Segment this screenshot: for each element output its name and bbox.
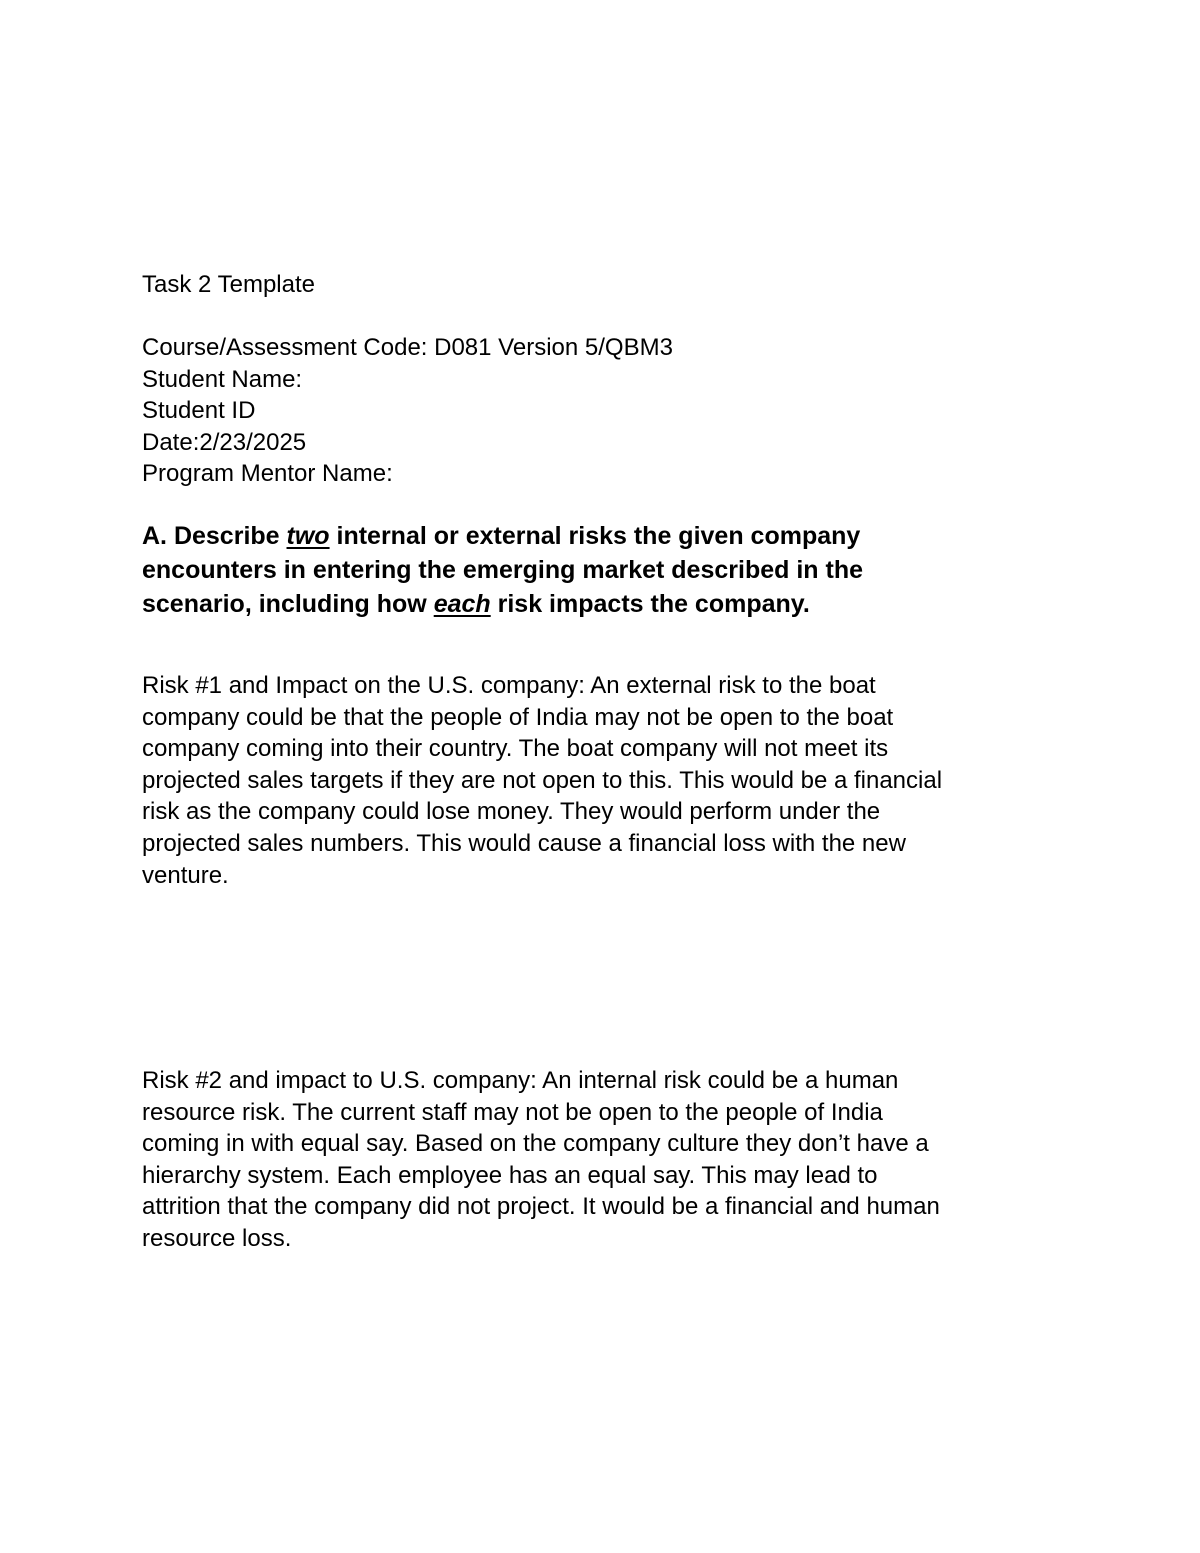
risk-2-paragraph	[142, 1065, 940, 1255]
prompt-line-2: encounters in entering the emerging market described in the	[142, 555, 863, 584]
prompt-text: A. Describe	[142, 522, 287, 550]
prompt-line-3	[142, 588, 863, 622]
title-line: Task 2 Template	[142, 271, 315, 298]
risk-2-line: coming in with equal say. Based on the company culture they don’t have a	[142, 1130, 929, 1158]
risk-2-line: resource loss.	[142, 1224, 292, 1252]
student-id: Student ID	[142, 397, 256, 425]
header-info	[142, 332, 673, 490]
prompt-emphasis-each: each	[433, 589, 491, 618]
risk-1-line: projected sales targets if they are not open to this. This would be a financial	[142, 766, 943, 794]
risk-1-paragraph	[142, 670, 942, 891]
prompt-heading	[142, 520, 863, 621]
prompt-text: risk impacts the company.	[490, 589, 810, 618]
risk-1-line: risk as the company could lose money. They would perform under the	[142, 798, 881, 826]
course-code: Course/Assessment Code: D081 Version 5/QBM3	[142, 334, 673, 361]
document-title	[142, 269, 315, 301]
risk-2-line: resource risk. The current staff may not be open to the people of India	[142, 1098, 883, 1126]
prompt-emphasis-two: two	[286, 522, 330, 550]
student-name: Student Name:	[142, 365, 303, 393]
risk-1-line: venture.	[142, 861, 229, 889]
prompt-line-1	[142, 520, 863, 554]
risk-1-line: projected sales numbers. This would cause a financial loss with the new	[142, 829, 906, 857]
prompt-text: internal or external risks the given company	[329, 522, 861, 550]
risk-2-line: Risk #2 and impact to U.S. company: An internal risk could be a human	[142, 1067, 899, 1094]
mentor-name: Program Mentor Name:	[142, 460, 393, 488]
risk-2-line: hierarchy system. Each employee has an equal say. This may lead to	[142, 1161, 878, 1189]
risk-1-line: company coming into their country. The boat company will not meet its	[142, 735, 889, 763]
prompt-text: scenario, including how	[142, 589, 434, 618]
risk-2-line: attrition that the company did not project. It would be a financial and human	[142, 1193, 940, 1221]
risk-1-line: company could be that the people of India may not be open to the boat	[142, 703, 894, 731]
risk-1-line: Risk #1 and Impact on the U.S. company: An external risk to the boat	[142, 672, 876, 699]
date: Date:2/23/2025	[142, 428, 307, 456]
